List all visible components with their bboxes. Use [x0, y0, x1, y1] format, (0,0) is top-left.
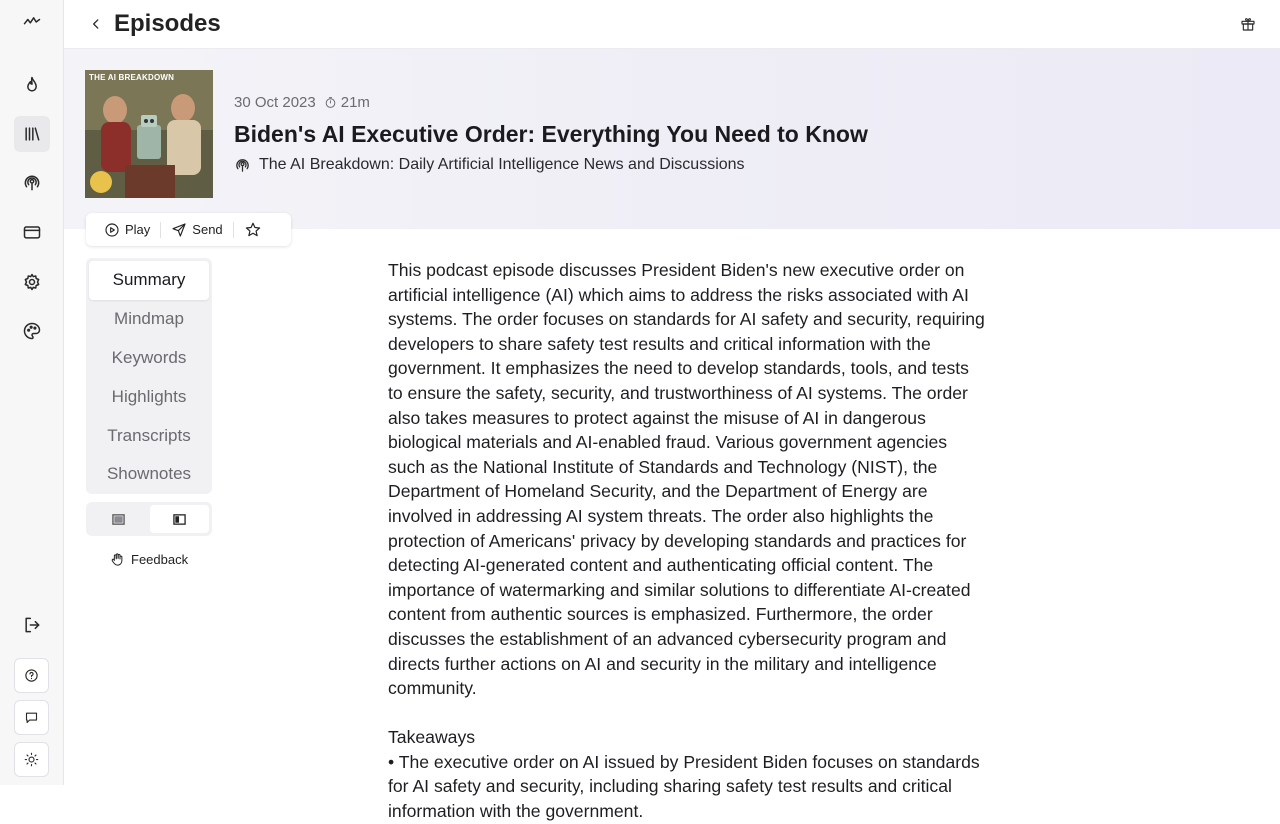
theme-sun-icon[interactable]: [14, 742, 49, 777]
tab-keywords[interactable]: Keywords: [111, 347, 187, 367]
back-chevron-icon[interactable]: [86, 14, 106, 34]
library-icon[interactable]: [14, 116, 50, 152]
favorite-star-button[interactable]: [244, 221, 262, 239]
left-rail: [0, 0, 64, 785]
tab-highlights[interactable]: Highlights: [111, 386, 187, 406]
palette-icon[interactable]: [14, 313, 50, 349]
send-icon: [171, 222, 187, 238]
show-name: The AI Breakdown: Daily Artificial Intelligence News and Discussions: [259, 156, 745, 173]
star-icon: [244, 221, 262, 239]
timer-icon: [324, 96, 337, 109]
billing-card-icon[interactable]: [14, 214, 50, 250]
show-link[interactable]: [234, 156, 745, 174]
summary-paragraph: This podcast episode discusses President Biden's new executive order on artificial intelligence (AI) which aims to address the risks associated with AI systems. The order focuses on standards for AI safety and security, requiring developers to share safety test results and critical information with the government. It emphasizes the need to develop standards, tools, and tests to ensure the safety, security, and trustworthiness of AI systems. The order also takes measures to protect against the misuse of AI in dangerous biological materials and AI-enabled fraud. Various government agencies such as the National Institute of Standards and Technology (NIST), the Department of Homeland Security, and the Department of Energy are involved in addressing AI system threats. The order also highlights the protection of Americans' privacy by developing standards and practices for detecting AI-generated content and authenticating official content. The importance of watermarking and similar solutions to differentiate AI-created content from authentic sources is emphasized. Furthermore, the order discusses the establishment of an advanced cybersecurity program and directs further actions on AI and security in the military and intelligence community.: [388, 260, 985, 699]
single-column-icon: [112, 513, 125, 526]
trending-flame-icon[interactable]: [14, 67, 50, 103]
cover-title-text: THE AI BREAKDOWN: [89, 73, 175, 82]
logo-icon[interactable]: [14, 4, 50, 40]
play-circle-icon: [104, 222, 120, 238]
takeaways-heading: Takeaways: [388, 727, 476, 748]
tab-transcripts[interactable]: Transcripts: [107, 425, 191, 445]
feedback-label: Feedback: [131, 552, 189, 567]
feedback-hand-icon: [110, 552, 125, 567]
layout-toggle: [86, 502, 212, 536]
episode-duration: [324, 94, 370, 111]
gift-icon[interactable]: [1238, 14, 1258, 34]
feedback-button[interactable]: [110, 552, 188, 567]
divider: [233, 222, 234, 238]
chat-message-icon[interactable]: [14, 700, 49, 735]
single-column-layout-button[interactable]: [89, 505, 148, 533]
divider: [160, 222, 161, 238]
page-title: Episodes: [114, 10, 221, 37]
cover-artwork: [85, 70, 213, 198]
episode-cover-image: [85, 70, 213, 198]
episode-date: 30 Oct 2023: [234, 94, 316, 111]
logout-icon[interactable]: [14, 607, 50, 643]
episode-meta: [234, 94, 370, 111]
settings-gear-icon[interactable]: [14, 264, 50, 300]
top-bar: [64, 0, 1280, 49]
tab-summary[interactable]: Summary: [89, 261, 209, 300]
duration-text: 21m: [340, 94, 370, 111]
content-tabs: [86, 258, 212, 494]
takeaway-item: • The executive order on AI issued by President Biden focuses on standards for AI safety and security, including sharing safety test results and critical information with the government.: [388, 751, 980, 822]
send-button[interactable]: [171, 222, 222, 238]
episode-hero: [64, 49, 1280, 229]
play-button[interactable]: [104, 222, 150, 238]
tab-mindmap[interactable]: Mindmap: [114, 309, 184, 329]
split-view-icon: [173, 513, 186, 526]
send-label: Send: [192, 222, 223, 237]
podcast-icon[interactable]: [14, 165, 50, 201]
help-icon[interactable]: [14, 658, 49, 693]
podcast-icon: [234, 157, 251, 174]
tab-shownotes[interactable]: Shownotes: [106, 464, 192, 484]
summary-content: [388, 258, 988, 824]
split-layout-button[interactable]: [150, 505, 209, 533]
episode-action-bar: [86, 213, 291, 246]
episode-title: Biden's AI Executive Order: Everything You Need to Know: [234, 121, 868, 147]
play-label: Play: [125, 222, 151, 237]
